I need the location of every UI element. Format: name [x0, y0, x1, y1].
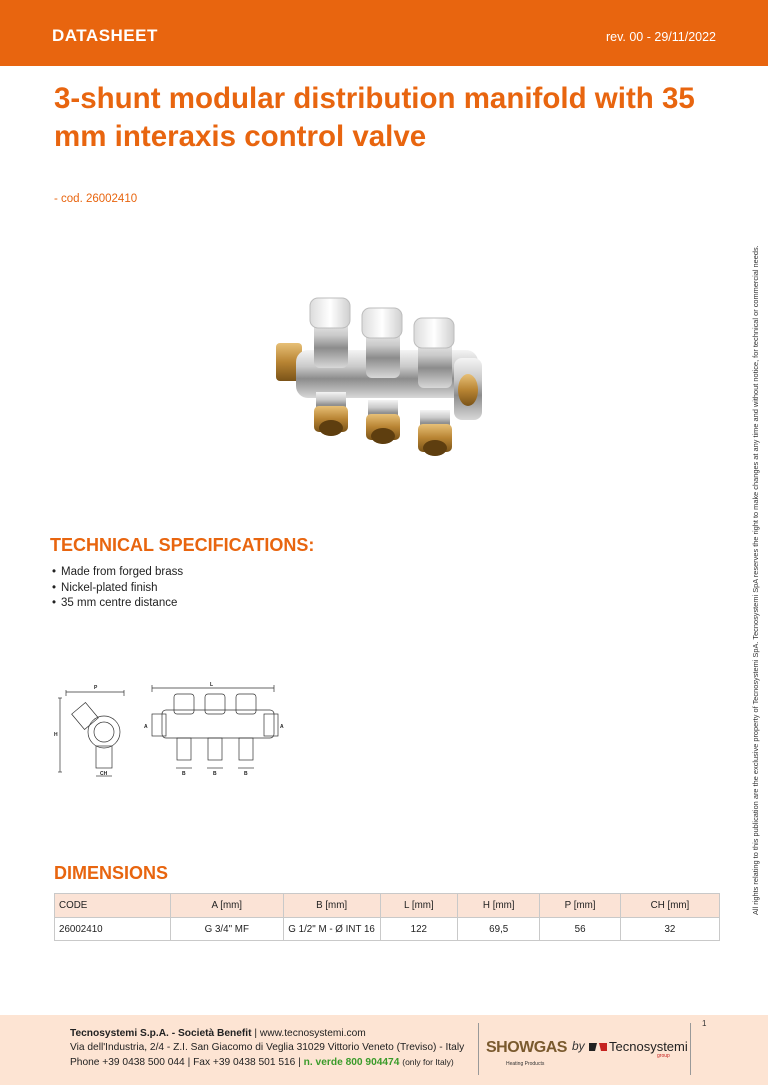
table-header-row: [55, 894, 720, 918]
dim-label-h: H: [54, 732, 58, 738]
separator: |: [298, 1057, 301, 1068]
separator: |: [187, 1057, 191, 1068]
toll-free-number: n. verde 800 904474: [303, 1057, 400, 1068]
column-header: CODE: [55, 894, 171, 918]
company-name: Tecnosystemi S.p.A. - Società Benefit: [70, 1028, 252, 1039]
column-header: H [mm]: [458, 894, 540, 918]
dim-label-a-right: A: [280, 724, 284, 730]
by-label: by: [572, 1039, 585, 1053]
dim-label-ch: CH: [100, 771, 108, 777]
divider: [478, 1023, 479, 1075]
product-photo: [268, 288, 494, 474]
table-cell: 122: [380, 918, 458, 941]
dim-label-b: B: [182, 771, 186, 777]
column-header: P [mm]: [540, 894, 621, 918]
column-header: CH [mm]: [620, 894, 719, 918]
tecnosystemi-logo: [589, 1037, 699, 1067]
dim-label-a-left: A: [144, 724, 148, 730]
page-number: 1: [702, 1019, 707, 1028]
tech-specs-list: [52, 565, 183, 612]
company-address: [70, 1027, 464, 1070]
spec-item: • Made from forged brass: [52, 565, 183, 581]
tecnosystemi-logo-text: Tecnosystemi: [609, 1039, 688, 1054]
table-cell: G 3/4" MF: [171, 918, 284, 941]
table-cell: G 1/2" M - Ø INT 16: [283, 918, 380, 941]
tecnosystemi-logo-subtitle: group: [657, 1053, 670, 1059]
divider: [690, 1023, 691, 1075]
header-bar: [0, 0, 768, 66]
column-header: L [mm]: [380, 894, 458, 918]
copyright-side-note: All rights relating to this publication are the exclusive property of Tecnosystemi SpA. Tecnosystemi SpA reserves the right to make changes at any time and without notice, for technical or commercial needs.: [751, 245, 760, 915]
dim-label-b: B: [213, 771, 217, 777]
table-row: [55, 918, 720, 941]
fax-number: Fax +39 0438 501 516: [193, 1057, 296, 1068]
table-cell: 32: [620, 918, 719, 941]
phone-number: Phone +39 0438 500 044: [70, 1057, 185, 1068]
footer: [0, 1015, 768, 1085]
table-cell: 69,5: [458, 918, 540, 941]
dim-label-p: P: [94, 685, 98, 691]
showgas-logo-text: SHOWGAS: [486, 1039, 567, 1056]
separator: |: [254, 1028, 258, 1039]
table-cell: 56: [540, 918, 621, 941]
revision-date: rev. 00 - 29/11/2022: [605, 30, 716, 44]
dim-label-b: B: [244, 771, 248, 777]
table-cell: 26002410: [55, 918, 171, 941]
dimensions-table: [54, 893, 720, 941]
product-title: 3-shunt modular distribution manifold with 35 mm interaxis control valve: [54, 82, 695, 153]
showgas-logo-subtitle: Heating Products: [506, 1061, 545, 1067]
product-code: - cod. 26002410: [54, 193, 138, 205]
website-link[interactable]: www.tecnosystemi.com: [259, 1028, 366, 1039]
spec-item: • 35 mm centre distance: [52, 596, 183, 612]
dim-label-l: L: [210, 682, 214, 688]
spec-item: • Nickel-plated finish: [52, 581, 183, 597]
tecnosystemi-mark-icon: [589, 1041, 607, 1053]
datasheet-label: DATASHEET: [52, 26, 158, 45]
address-line: Via dell'Industria, 2/4 - Z.I. San Giacomo di Veglia 31029 Vittorio Veneto (Treviso) - Italy: [70, 1042, 465, 1053]
column-header: A [mm]: [171, 894, 284, 918]
showgas-logo: [486, 1037, 566, 1071]
dimensions-heading: DIMENSIONS: [54, 863, 169, 883]
technical-drawing: [52, 680, 297, 780]
column-header: B [mm]: [283, 894, 380, 918]
toll-free-note: (only for Italy): [402, 1057, 454, 1067]
tech-specs-heading: TECHNICAL SPECIFICATIONS:: [50, 535, 315, 555]
